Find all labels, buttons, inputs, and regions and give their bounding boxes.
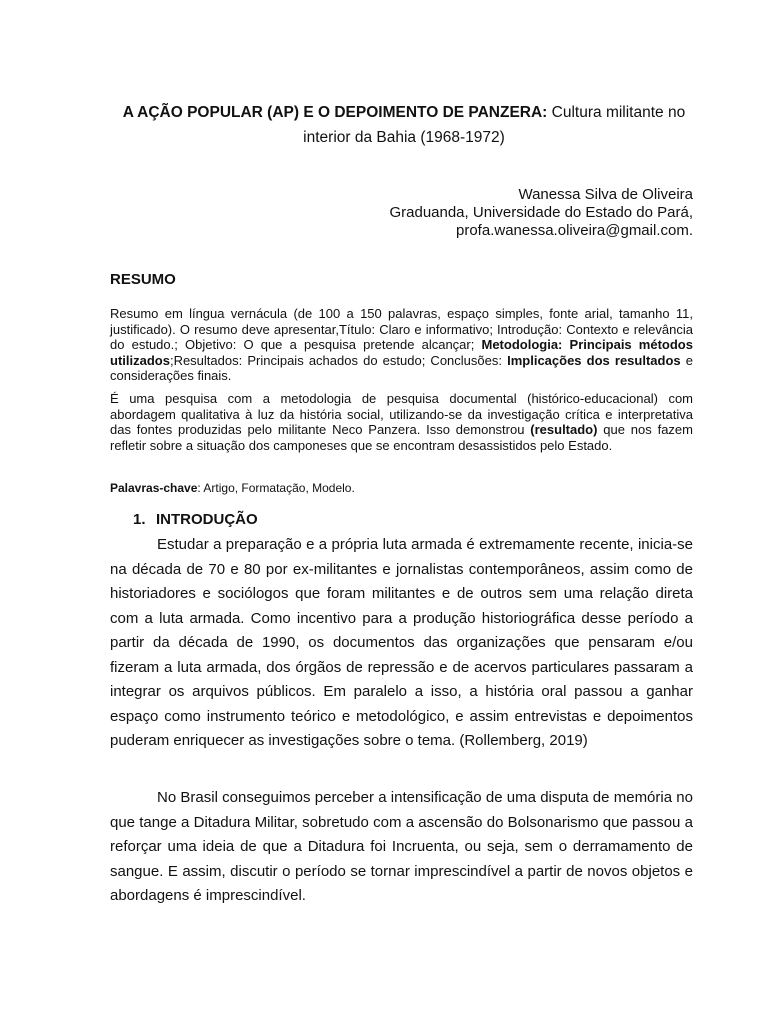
abstract-p1-text-c: ;Resultados: Principais achados do estudo; Conclusões: [169,352,508,368]
resumo-heading: RESUMO [110,271,176,288]
author-block [389,186,693,240]
abstract-p2-text-c: que nos fazem refletir sobre a situação dos camponeses que se encontram desassistidos pelo Estado. [110,422,693,453]
keywords-text: : Artigo, Formatação, Modelo. [197,481,355,495]
author-name: Wanessa Silva de Oliveira [518,186,693,203]
intro-paragraph-1: Estudar a preparação e a própria luta armada é extremamente recente, inicia-se na década de 70 e 80 por ex-militantes e jornalistas contemporâneos, assim como de historiadores e sociólogos que foram militantes e de outros sem uma relação direta com a luta armada. Como incentivo para a produção historiográfica desse período a partir da década de 1990, os documentos das organizações que pensaram e/ou fizeram a luta armada, dos órgãos de repressão e de acervos particulares passaram a integrar os arquivos públicos. Em paralelo a isso, a história oral passou a ganhar espaço como instrumento teórico e metodológico, e assim entrevistas e depoimentos puderam enriquecer as investigações sobre o tema. (Rollemberg, 2019) [110,536,693,749]
abstract-p1-bold-implications: Implicações dos resultados [507,352,681,368]
section-number: 1. [133,511,146,528]
abstract-p2-bold-result: (resultado) [530,422,598,438]
author-affiliation: Graduanda, Universidade do Estado do Pará, [389,204,693,221]
keywords-line [110,481,355,496]
keywords-label: Palavras-chave [110,481,198,495]
abstract-paragraph-1 [110,306,693,384]
section-title: INTRODUÇÃO [156,511,258,528]
abstract-p1-text-a: Resumo em língua vernácula (de 100 a 150 palavras, espaço simples, fonte arial, tamanho 11, justificado). O resumo deve apresentar,Título: Claro e informativo; Introdução: Contexto e relevância do estudo.; Objetivo: O que a pesquisa pretende alcançar; [110,306,693,353]
abstract-p1-bold-methodology: Metodologia: Principais métodos utilizados [110,337,693,368]
title-bold-part: A AÇÃO POPULAR (AP) E O DEPOIMENTO DE PANZERA: [122,104,548,121]
document-title [110,100,698,150]
abstract-paragraph-2 [110,391,693,453]
title-rest: Cultura militante no interior da Bahia (1968-1972) [303,104,686,146]
section-heading-introducao [133,511,258,528]
intro-paragraph-2: No Brasil conseguimos perceber a intensificação de uma disputa de memória no que tange a Ditadura Militar, sobretudo com a ascensão do Bolsonarismo que passou a reforçar uma ideia de que a Ditadura foi Incruenta, ou seja, sem o derramamento de sangue. E assim, discutir o período se tornar imprescindível a partir de novos objetos e abordagens é imprescindível. [110,789,693,904]
abstract-p1-text-e: e considerações finais. [110,352,693,384]
abstract-p2-text-a: É uma pesquisa com a metodologia de pesquisa documental (histórico-educacional) com abordagem qualitativa à luz da história social, utilizando-se da investigação crítica e interpretativa das fontes produzidas pelo militante Neco Panzera. Isso demonstrou [110,391,693,438]
author-email: profa.wanessa.oliveira@gmail.com. [456,222,693,239]
